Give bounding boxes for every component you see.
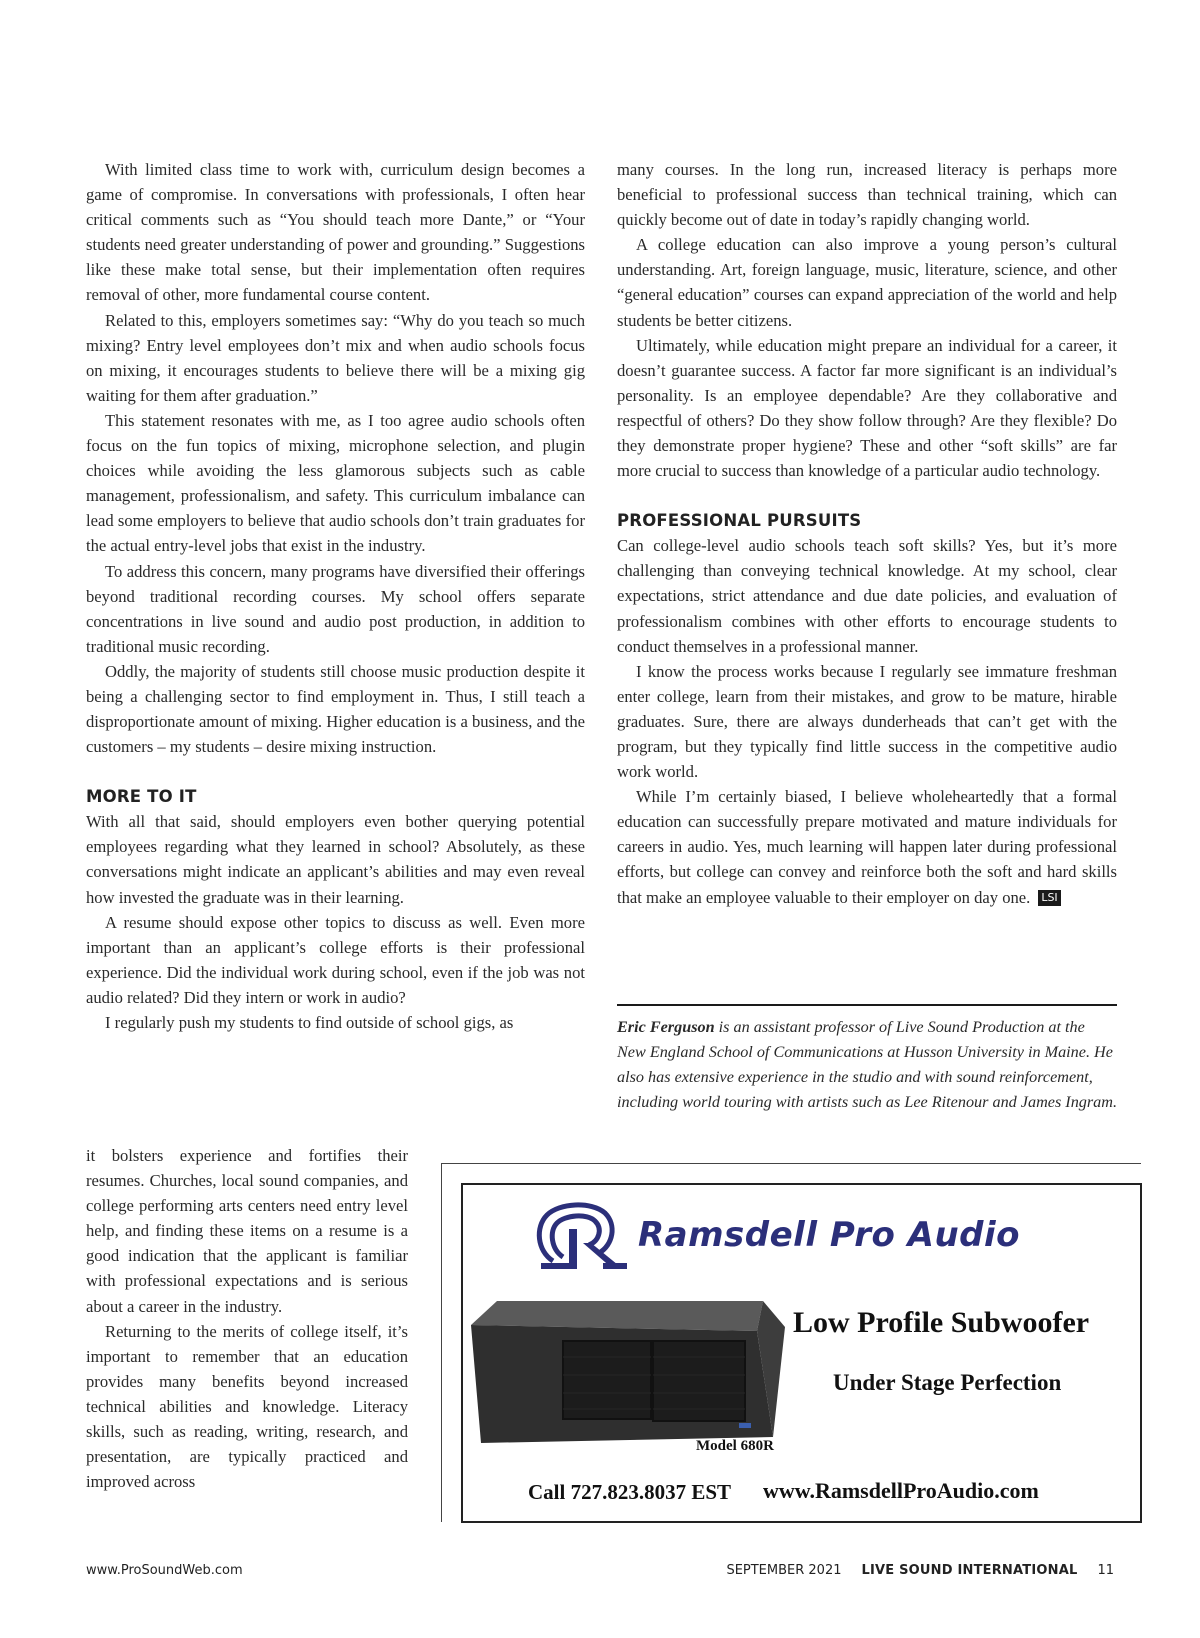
section-spacer [617, 483, 1117, 508]
section-heading-professional-pursuits: PROFESSIONAL PURSUITS [617, 511, 862, 531]
section-spacer [86, 759, 585, 784]
paragraph: many courses. In the long run, increased literacy is perhaps more beneficial to professional success than technical training, which can quickly become out of date in today’s rapidly changing world. [617, 160, 1117, 230]
ramsdell-logo-icon [533, 1199, 629, 1275]
paragraph: I know the process works because I regularly see immature freshman enter college, learn from their mistakes, and grow to be mature, hirable graduates. Sure, there are always dunderheads that can’t get with the program, but they typically find little success in the competitive audio work world. [617, 661, 1117, 782]
paragraph: To address this concern, many programs have diversified their offerings beyond traditional recording courses. My school offers separate concentrations in live sound and audio post production, in addition to traditional music recording. [86, 561, 585, 656]
author-name: Eric Ferguson [617, 1018, 715, 1036]
author-bio-text: is an assistant professor of Live Sound Production at the New England School of Communications at Husson University in Maine. He also has extensive experience in the studio and with sound reinforcement, including world touring with artists such as Lee Ritenour and James Ingram. [617, 1018, 1118, 1111]
author-bio [617, 1015, 1117, 1115]
section-heading-more-to-it: MORE TO IT [86, 787, 197, 807]
article-column-left [86, 157, 585, 1035]
ad-headline: Low Profile Subwoofer [793, 1306, 1090, 1339]
ad-model-label: Model 680R [696, 1438, 774, 1454]
end-mark-badge: LSI [1038, 890, 1060, 906]
article-column-right [617, 157, 1117, 910]
ad-brand-name: Ramsdell Pro Audio [638, 1215, 1021, 1255]
paragraph-final [617, 784, 1117, 909]
paragraph: Oddly, the majority of students still choose music production despite it being a challenging sector to find employment in. Thus, I still teach a disproportionate amount of mixing. Higher education is a business, and the customers – my students – desire mixing instruction. [86, 661, 585, 757]
footer-issue-date: SEPTEMBER 2021 [726, 1563, 842, 1578]
paragraph-text: While I’m certainly biased, I believe wholeheartedly that a formal education can successfully prepare motivated and mature individuals for careers in audio. Yes, much learning will happen later during professional efforts, but college can convey and reinforce both the soft and hard skills that make an employee valuable to their employer on day one. [617, 787, 1117, 907]
ad-website-link[interactable]: www.RamsdellProAudio.com [763, 1478, 1039, 1503]
paragraph: With all that said, should employers even bother querying potential employees regarding what they learned in school? Absolutely, as these conversations might indicate an applicant’s abilities and may even reveal how invested the graduate was in their learning. [86, 812, 585, 907]
advertisement[interactable] [461, 1183, 1142, 1523]
footer-website[interactable]: www.ProSoundWeb.com [86, 1563, 243, 1578]
bio-divider [617, 1004, 1117, 1006]
paragraph: Returning to the merits of college itself, it’s important to remember that an education provides many benefits beyond increased technical abilities and knowledge. Literacy skills, such as reading, writing, research, and presentation, are typically practiced and improved across [86, 1321, 408, 1492]
paragraph: I regularly push my students to find outside of school gigs, as [105, 1013, 514, 1032]
paragraph: With limited class time to work with, curriculum design becomes a game of compromise. In conversations with professionals, I often hear critical comments such as “You should teach more Dante,” or “Your students need greater understanding of power and grounding.” Suggestions like these make total sense, but their implementation often requires removal of other, more fundamental course content. [86, 160, 585, 305]
paragraph: Ultimately, while education might prepare an individual for a career, it doesn’t guarantee success. A factor far more significant is an individual’s personality. Is an employee dependable? Are they collaborative and respectful of others? Do they show follow through? Are they flexible? Do they demonstrate proper hygiene? These and other “soft skills” are far more crucial to success than knowledge of a particular audio technology. [617, 335, 1117, 481]
footer-magazine-name: LIVE SOUND INTERNATIONAL [861, 1563, 1078, 1578]
ad-phone: Call 727.823.8037 EST [528, 1480, 732, 1504]
footer-page-number: 11 [1097, 1563, 1114, 1578]
ad-subhead: Under Stage Perfection [833, 1370, 1062, 1395]
paragraph: A resume should expose other topics to discuss as well. Even more important than an applicant’s college efforts is their professional experience. Did the individual work during school, even if the job was not audio related? Did they intern or work in audio? [86, 912, 585, 1007]
paragraph: This statement resonates with me, as I too agree audio schools often focus on the fun topics of mixing, microphone selection, and plugin choices while avoiding the less glamorous subjects such as cable management, professionalism, and safety. This curriculum imbalance can lead some employers to believe that audio schools don’t train graduates for the actual entry-level jobs that exist in the industry. [86, 410, 585, 556]
footer-issue-info [726, 1563, 1114, 1578]
article-column-bottom-left [86, 1143, 408, 1494]
paragraph: Can college-level audio schools teach soft skills? Yes, but it’s more challenging than conveying technical knowledge. At my school, clear expectations, strict attendance and due date policies, and evaluation of professionalism combines with other efforts to encourage students to conduct themselves in a professional manner. [617, 536, 1117, 656]
paragraph: A college education can also improve a young person’s cultural understanding. Art, foreign language, music, literature, science, and other “general education” courses can expand appreciation of the world and help students be better citizens. [617, 235, 1117, 330]
subwoofer-image [467, 1297, 787, 1447]
paragraph: Related to this, employers sometimes say: “Why do you teach so much mixing? Entry level employees don’t mix and when audio schools focus on mixing, it encourages students to believe there will be a mixing gig waiting for them after graduation.” [86, 310, 585, 405]
paragraph: it bolsters experience and fortifies their resumes. Churches, local sound companies, and college performing arts centers need entry level help, and finding these items on a resume is a good indication that the applicant is familiar with professional expectations and is serious about a career in the industry. [86, 1146, 408, 1316]
